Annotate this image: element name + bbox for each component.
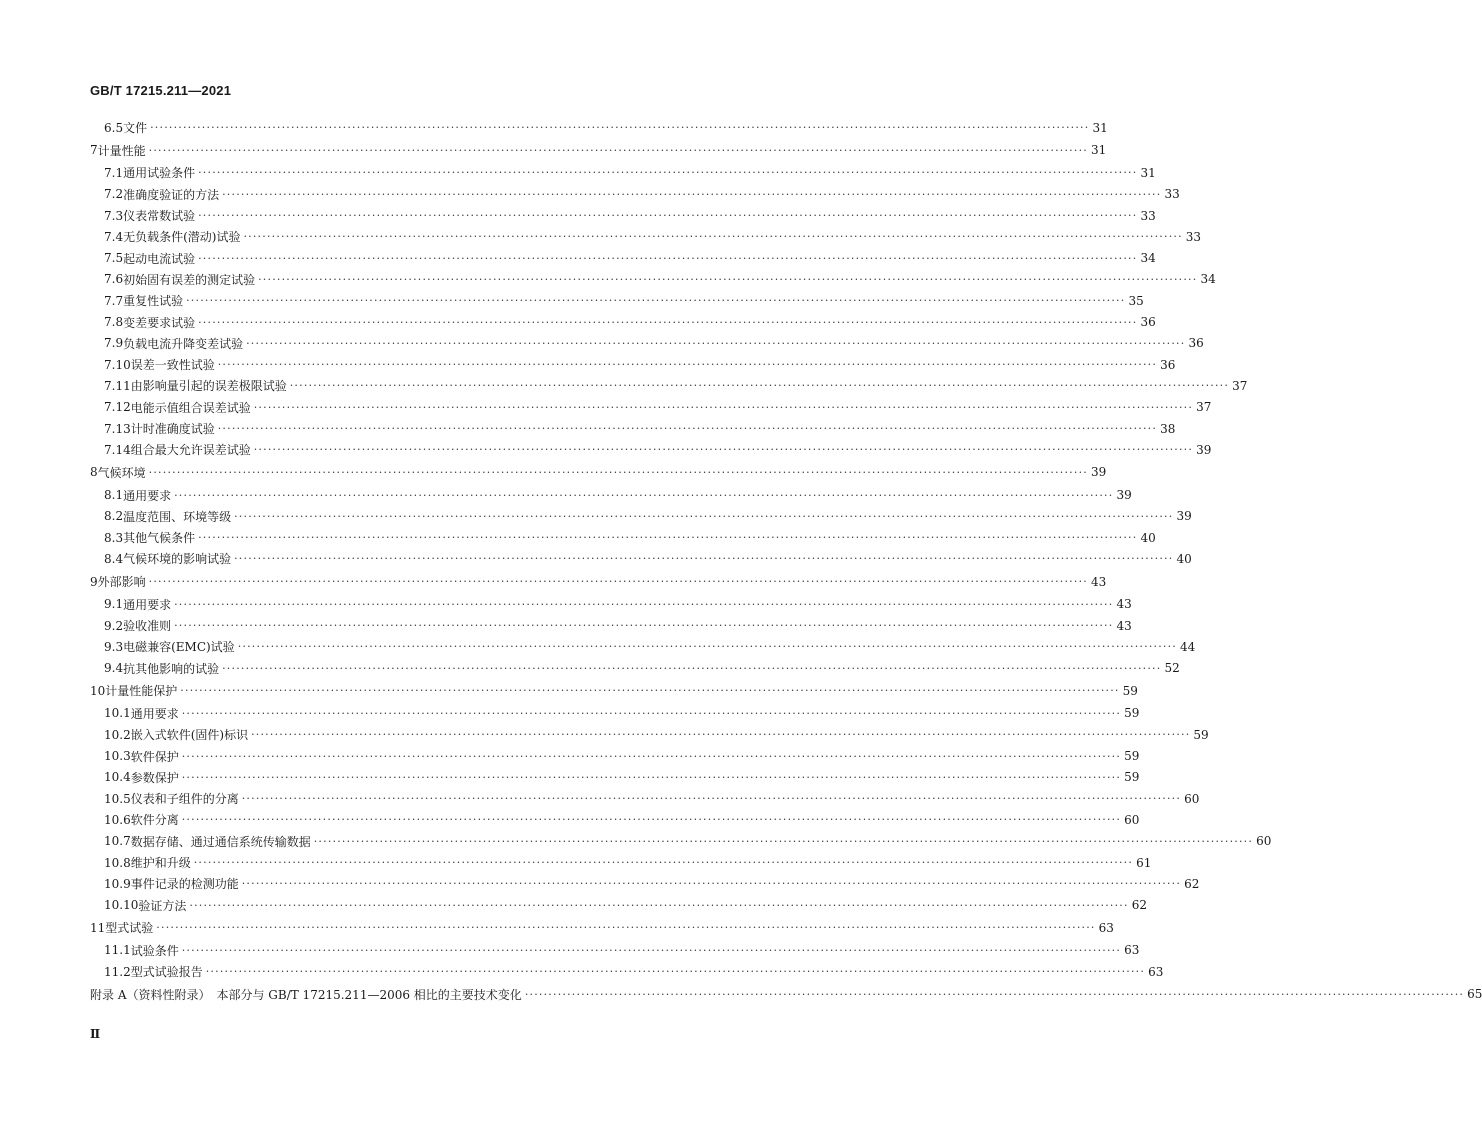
toc-entry-page: 40 [1140,530,1156,545]
toc-entry-title: 初始固有误差的测定试验 [123,272,256,287]
toc-entry[interactable] [90,484,1132,505]
toc-entry-page: 60 [1256,834,1272,849]
toc-leader-dots: ········································································································································································································ [174,619,1114,633]
toc-entry[interactable] [90,982,1482,1006]
toc-entry[interactable] [90,788,1200,809]
toc-entry-page: 39 [1196,442,1212,457]
toc-entry[interactable] [90,679,1138,703]
toc-entry-page: 37 [1196,400,1212,415]
toc-entry-page: 33 [1185,229,1202,244]
toc-entry-number: 9.1 [104,597,124,612]
toc-entry-number: 10.3 [104,749,131,764]
toc-leader-dots: ········································································································································································································ [181,770,1122,784]
toc-entry-page: 36 [1160,357,1176,372]
toc-entry-title: 事件记录的检测功能 [130,877,239,892]
toc-entry-title: 计时准确度试验 [130,422,215,436]
toc-entry-title: 计量性能 [97,143,146,158]
toc-leader-dots: ········································································································································································································ [234,552,1174,566]
toc-entry[interactable] [90,269,1216,290]
toc-entry[interactable] [90,247,1156,268]
toc-entry-number: 7.7 [104,293,124,308]
toc-entry-number: 6.5 [104,120,124,135]
toc-leader-dots: ········································································································································································································ [289,379,1230,393]
toc-entry-number: 11.2 [104,964,131,979]
toc-entry-page: 59 [1124,749,1140,764]
toc-entry-title: 软件保护 [130,749,179,764]
toc-leader-dots: ········································································································································································································ [181,706,1122,720]
toc-leader-dots: ········································································································································································································ [251,728,1191,742]
toc-entry-number: 10.8 [104,855,131,870]
toc-entry-number: 7.14 [104,442,131,457]
toc-entry[interactable] [90,290,1144,311]
toc-entry-page: 33 [1164,187,1180,202]
toc-entry-title: 重复性试验 [123,294,184,309]
toc-entry-title: 其他气候条件 [123,531,196,546]
toc-entry[interactable] [90,724,1209,745]
toc-leader-dots: ········································································································································································································ [241,877,1182,891]
toc-entry-title: 维护和升级 [130,856,191,871]
toc-entry-number: 10.1 [104,706,131,721]
toc-entry-number: 8.1 [104,488,124,503]
toc-entry-title: 参数保护 [130,770,179,785]
toc-entry-title: 通用要求 [123,488,172,503]
toc-entry-title: 仪表常数试验 [123,209,196,224]
toc-entry-title: 附录 A（资料性附录） 本部分与 GB/T 17215.211—2006 相比的主要技术变化 [90,987,522,1002]
toc-entry-page: 59 [1122,683,1138,698]
toc-leader-dots: ········································································································································································································ [205,965,1146,979]
toc-entry-title: 通用要求 [123,597,172,612]
toc-entry[interactable] [90,767,1140,788]
document-header: GB/T 17215.211—2021 [90,83,232,98]
toc-leader-dots: ········································································································································································································ [241,792,1182,806]
toc-entry-page: 62 [1184,876,1200,891]
toc-entry[interactable] [90,873,1200,894]
toc-entry-number: 9 [90,574,98,589]
toc-entry-page: 35 [1128,293,1144,308]
toc-leader-dots: ········································································································································································································ [222,187,1162,201]
toc-entry-number: 11 [90,920,106,935]
toc-entry[interactable] [90,809,1140,830]
toc-entry-number: 10.2 [104,727,131,742]
toc-entry-title: 嵌入式软件(固件)标识 [130,728,249,743]
toc-entry[interactable] [90,961,1164,982]
toc-entry-page: 39 [1116,488,1132,503]
toc-leader-dots: ········································································································································································································ [198,531,1138,545]
toc-entry-page: 59 [1193,727,1209,742]
toc-entry[interactable] [90,439,1212,460]
toc-entry[interactable] [90,615,1132,636]
toc-entry-number: 10.9 [104,876,131,891]
toc-entry[interactable] [90,375,1248,396]
table-of-contents [90,117,1482,1006]
toc-entry-number: 7.1 [104,165,124,180]
toc-entry-page: 52 [1164,661,1180,676]
toc-leader-dots: ········································································································································································································ [148,465,1088,479]
toc-entry-number: 8 [90,465,98,480]
toc-entry-page: 65 [1467,987,1482,1002]
toc-entry-number: 7.3 [104,208,124,223]
toc-entry-number: 7.5 [104,251,124,266]
toc-entry-page: 59 [1124,770,1140,785]
toc-entry-number: 10.6 [104,812,131,827]
toc-entry-title: 型式试验 [105,921,154,936]
toc-entry-title: 变差要求试验 [123,315,196,330]
toc-leader-dots: ········································································································································································································ [222,661,1162,675]
toc-entry[interactable] [90,354,1176,375]
toc-entry-number: 10.7 [104,834,131,849]
toc-leader-dots: ········································································································································································································ [181,749,1122,763]
toc-entry-title: 无负载条件(潜动)试验 [123,230,241,245]
toc-entry-number: 9.4 [104,661,124,676]
toc-entry-page: 59 [1124,706,1140,721]
toc-leader-dots: ········································································································································································································ [198,209,1138,223]
toc-entry-page: 44 [1180,639,1196,654]
toc-leader-dots: ········································································································································································································ [193,856,1134,870]
toc-entry-title: 电磁兼容(EMC)试验 [123,640,235,655]
toc-leader-dots: ········································································································································································································ [181,813,1122,827]
toc-entry[interactable] [90,184,1180,205]
toc-entry-page: 31 [1090,143,1107,158]
toc-entry[interactable] [90,226,1202,247]
toc-entry-title: 电能示值组合误差试验 [130,400,251,415]
toc-entry-title: 组合最大允许误差试验 [130,443,251,458]
toc-entry-title: 负载电流升降变差试验 [123,336,244,351]
toc-entry-title: 外部影响 [97,575,146,590]
toc-entry-page: 39 [1090,465,1107,480]
toc-entry[interactable] [90,162,1156,183]
toc-entry-page: 60 [1184,791,1200,806]
toc-entry-title: 通用要求 [130,706,179,721]
toc-entry-number: 7.2 [104,187,124,202]
toc-entry-title: 计量性能保护 [105,684,178,699]
toc-entry-number: 7 [90,143,98,158]
toc-entry[interactable] [90,831,1272,852]
toc-leader-dots: ········································································································································································································ [234,509,1174,523]
toc-entry[interactable] [90,594,1132,615]
toc-entry-number: 7.8 [104,315,124,330]
toc-entry-title: 文件 [123,121,148,136]
toc-entry-page: 39 [1176,509,1192,524]
toc-entry-title: 气候环境 [97,465,146,480]
toc-entry-page: 43 [1116,597,1132,612]
toc-leader-dots: ········································································································································································································ [198,251,1138,265]
toc-leader-dots: ········································································································································································································ [258,272,1198,286]
toc-leader-dots: ········································································································································································································ [217,422,1158,435]
toc-entry-number: 7.9 [104,336,124,351]
toc-leader-dots: ········································································································································································································ [148,575,1088,589]
toc-entry[interactable] [90,117,1108,138]
toc-entry-page: 43 [1116,618,1132,633]
toc-entry[interactable] [90,703,1140,724]
toc-leader-dots: ········································································································································································································ [186,294,1126,308]
toc-entry-page: 31 [1092,120,1108,135]
toc-entry[interactable] [90,852,1152,873]
toc-entry-number: 10.5 [104,791,131,806]
toc-leader-dots: ········································································································································································································ [524,987,1465,1001]
toc-entry[interactable] [90,548,1192,569]
toc-leader-dots: ········································································································································································································ [156,921,1096,935]
toc-entry-page: 60 [1124,812,1140,827]
toc-entry-page: 36 [1188,336,1204,351]
toc-entry-number: 7.13 [104,421,131,436]
toc-entry-page: 43 [1090,574,1107,589]
toc-entry-number: 7.12 [104,400,131,415]
toc-entry[interactable] [90,745,1140,766]
toc-entry-number: 10 [90,683,106,698]
toc-entry[interactable] [90,527,1156,548]
toc-leader-dots: ········································································································································································································ [243,230,1183,244]
toc-leader-dots: ········································································································································································································ [150,121,1090,135]
toc-entry[interactable] [90,916,1114,940]
toc-entry-number: 9.2 [104,618,124,633]
toc-entry-page: 63 [1124,943,1140,958]
toc-entry-page: 37 [1232,378,1248,393]
toc-entry[interactable] [90,397,1212,418]
toc-entry-title: 仪表和子组件的分离 [130,792,239,807]
toc-entry[interactable] [90,460,1107,484]
toc-leader-dots: ········································································································································································································ [237,640,1178,654]
toc-leader-dots: ········································································································································································································ [198,315,1138,329]
toc-entry-title: 误差一致性试验 [130,358,215,373]
toc-entry[interactable] [90,418,1176,439]
toc-entry-title: 验收准则 [123,619,172,634]
toc-entry-number: 7.10 [104,357,131,372]
toc-entry-number: 8.2 [104,509,124,524]
toc-entry-number: 7.6 [104,272,124,287]
toc-entry-page: 34 [1200,272,1216,287]
toc-entry-title: 软件分离 [130,813,179,828]
toc-entry-number: 9.3 [104,639,124,654]
toc-leader-dots: ········································································································································································································ [174,597,1114,611]
toc-leader-dots: ········································································································································································································ [253,400,1194,414]
toc-entry-number: 11.1 [104,943,131,958]
toc-entry-title: 验证方法 [138,898,187,913]
toc-entry-title: 准确度验证的方法 [123,187,220,202]
toc-leader-dots: ········································································································································································································ [313,834,1254,848]
toc-entry-number: 7.4 [104,229,124,244]
toc-leader-dots: ········································································································································································································ [217,358,1158,372]
toc-leader-dots: ········································································································································································································ [148,143,1088,157]
toc-entry-title: 型式试验报告 [130,965,203,980]
toc-entry-title: 通用试验条件 [123,166,196,181]
toc-entry-title: 试验条件 [130,943,179,958]
toc-leader-dots: ········································································································································································································ [181,943,1122,957]
toc-entry-number: 10.4 [104,770,131,785]
toc-entry[interactable] [90,658,1180,679]
toc-entry-number: 8.3 [104,530,124,545]
toc-entry[interactable] [90,311,1156,332]
toc-entry-title: 温度范围、环境等级 [123,509,232,524]
toc-leader-dots: ········································································································································································································ [189,898,1129,912]
toc-entry[interactable] [90,570,1107,594]
toc-entry-title: 气候环境的影响试验 [123,552,232,567]
toc-entry[interactable] [90,636,1196,657]
toc-leader-dots: ········································································································································································································ [174,488,1114,502]
toc-entry-title: 起动电流试验 [123,251,196,266]
toc-leader-dots: ········································································································································································································ [246,336,1186,350]
toc-entry-number: 7.11 [104,378,131,393]
toc-entry-page: 63 [1148,964,1164,979]
toc-entry-page: 40 [1176,551,1192,566]
toc-leader-dots: ········································································································································································································ [180,684,1120,698]
toc-entry-page: 38 [1160,421,1176,436]
toc-leader-dots: ········································································································································································································ [253,443,1194,457]
toc-leader-dots: ········································································································································································································ [198,166,1138,180]
page-number: Ⅱ [90,1027,101,1041]
toc-entry-page: 36 [1140,315,1156,330]
toc-entry-page: 63 [1098,920,1114,935]
toc-entry-title: 数据存储、通过通信系统传输数据 [130,834,311,849]
toc-entry-number: 8.4 [104,551,124,566]
toc-entry-page: 31 [1140,165,1156,180]
toc-entry-page: 61 [1136,855,1152,870]
toc-entry[interactable] [90,205,1156,226]
toc-entry[interactable] [90,895,1147,916]
toc-entry[interactable] [90,138,1107,162]
toc-entry-title: 抗其他影响的试验 [123,661,220,676]
toc-entry-page: 33 [1140,208,1156,223]
toc-entry-page: 62 [1131,898,1147,913]
toc-entry[interactable] [90,940,1140,961]
toc-entry-page: 34 [1140,251,1156,266]
toc-entry[interactable] [90,333,1204,354]
toc-entry-number: 10.10 [104,898,139,913]
toc-entry[interactable] [90,506,1192,527]
toc-entry-title: 由影响量引起的误差极限试验 [130,379,287,394]
